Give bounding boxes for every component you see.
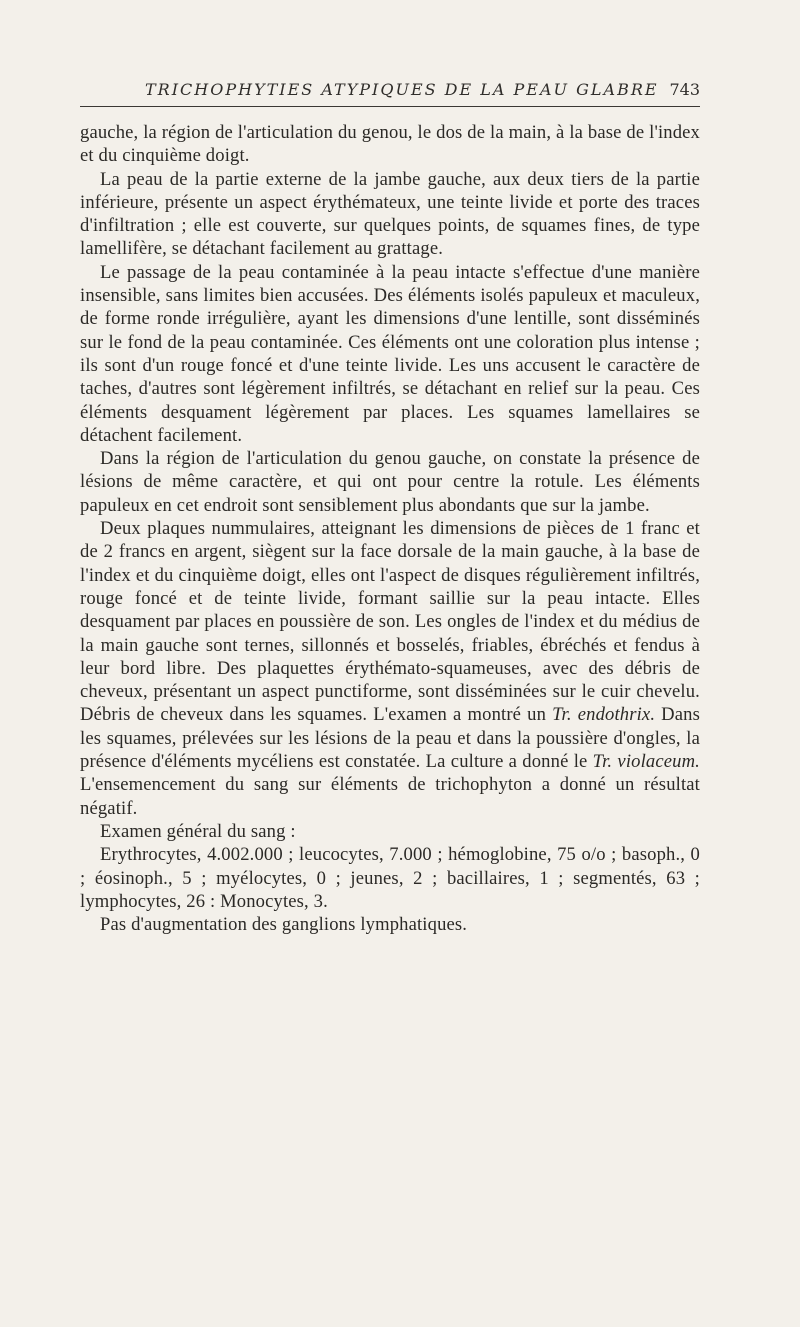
text-segment: gauche, la région de l'articulation du genou, le dos de la main, à la base de l'index et du cinquième doigt. [80, 122, 700, 167]
text-segment: Pas d'augmentation des ganglions lymphatiques. [100, 914, 468, 936]
running-title: TRICHOPHYTIES ATYPIQUES DE LA PEAU GLABRE [145, 80, 659, 99]
book-page [80, 80, 700, 936]
text-segment: Examen général du sang : [100, 820, 296, 842]
text-segment: Dans les squames, prélevées sur les lésions de la peau et dans la poussière d'ongles, la présence d'éléments mycéliens est constatée. La culture a donné le [80, 704, 700, 773]
text-segment: Deux plaques nummulaires, atteignant les dimensions de pièces de 1 franc et de 2 francs en argent, siègent sur la face dorsale de la main gauche, à la base de l'index et du cinquième doigt, elles ont l'aspect de disques régulièrement infiltrés, rouge foncé et de teinte livide, formant saillie sur la peau intacte. Elles desquament par places en poussière de son. Les ongles de l'index et du médius de la main gauche sont ternes, sillonnés et bosselés, friables, ébréchés et fendus à leur bord libre. Des plaquettes érythémato-squameuses, avec des débris de cheveux, présentant un aspect punctiforme, sont disséminées sur le cuir chevelu. Débris de cheveux dans les squames. L'examen a montré un [80, 518, 700, 726]
paragraph [80, 121, 700, 168]
text-segment: Le passage de la peau contaminée à la peau intacte s'effectue d'une manière insensible, sans limites bien accusées. Des éléments isolés papuleux et maculeux, de forme ronde irrégulière, ayant les dimensions d'une lentille, sont disséminés sur le fond de la peau contaminée. Ces éléments ont une coloration plus intense ; ils sont d'un rouge foncé et d'une teinte livide. Les uns accusent le caractère de taches, d'autres sont légèrement infiltrés, se détachant en relief sur la peau. Ces éléments desquament légèrement par places. Les squames lamellaires se détachent facilement. [80, 261, 700, 446]
page-header [80, 80, 700, 106]
header-rule [80, 106, 700, 107]
paragraph [80, 843, 700, 913]
page-number: 743 [669, 80, 700, 99]
italic-term: Tr. violaceum. [592, 751, 700, 773]
paragraph [80, 913, 700, 936]
italic-term: Tr. endothrix. [552, 704, 656, 726]
paragraph [80, 447, 700, 517]
text-segment: Dans la région de l'articulation du genou gauche, on constate la présence de lésions de même caractère, et qui ont pour centre la rotule. Les éléments papuleux en cet endroit sont sensiblement plus abondants que sur la jambe. [80, 448, 700, 516]
paragraph [80, 168, 700, 261]
paragraph [80, 261, 700, 447]
paragraph [80, 517, 700, 820]
text-segment: L'ensemencement du sang sur éléments de trichophyton a donné un résultat négatif. [80, 774, 700, 819]
text-segment: Erythrocytes, 4.002.000 ; leucocytes, 7.000 ; hémoglobine, 75 o/o ; basoph., 0 ; éosinoph., 5 ; myélocytes, 0 ; jeunes, 2 ; bacillaires, 1 ; segmentés, 63 ; lymphocytes, 26 : Monocytes, 3. [80, 844, 700, 912]
text-segment: La peau de la partie externe de la jambe gauche, aux deux tiers de la partie inférieure, présente un aspect érythémateux, une teinte livide et porte des traces d'infiltration ; elle est couverte, sur quelques points, de squames fines, de type lamellifère, se détachant facilement au grattage. [80, 168, 700, 260]
paragraph [80, 820, 700, 843]
body-text [80, 121, 700, 936]
